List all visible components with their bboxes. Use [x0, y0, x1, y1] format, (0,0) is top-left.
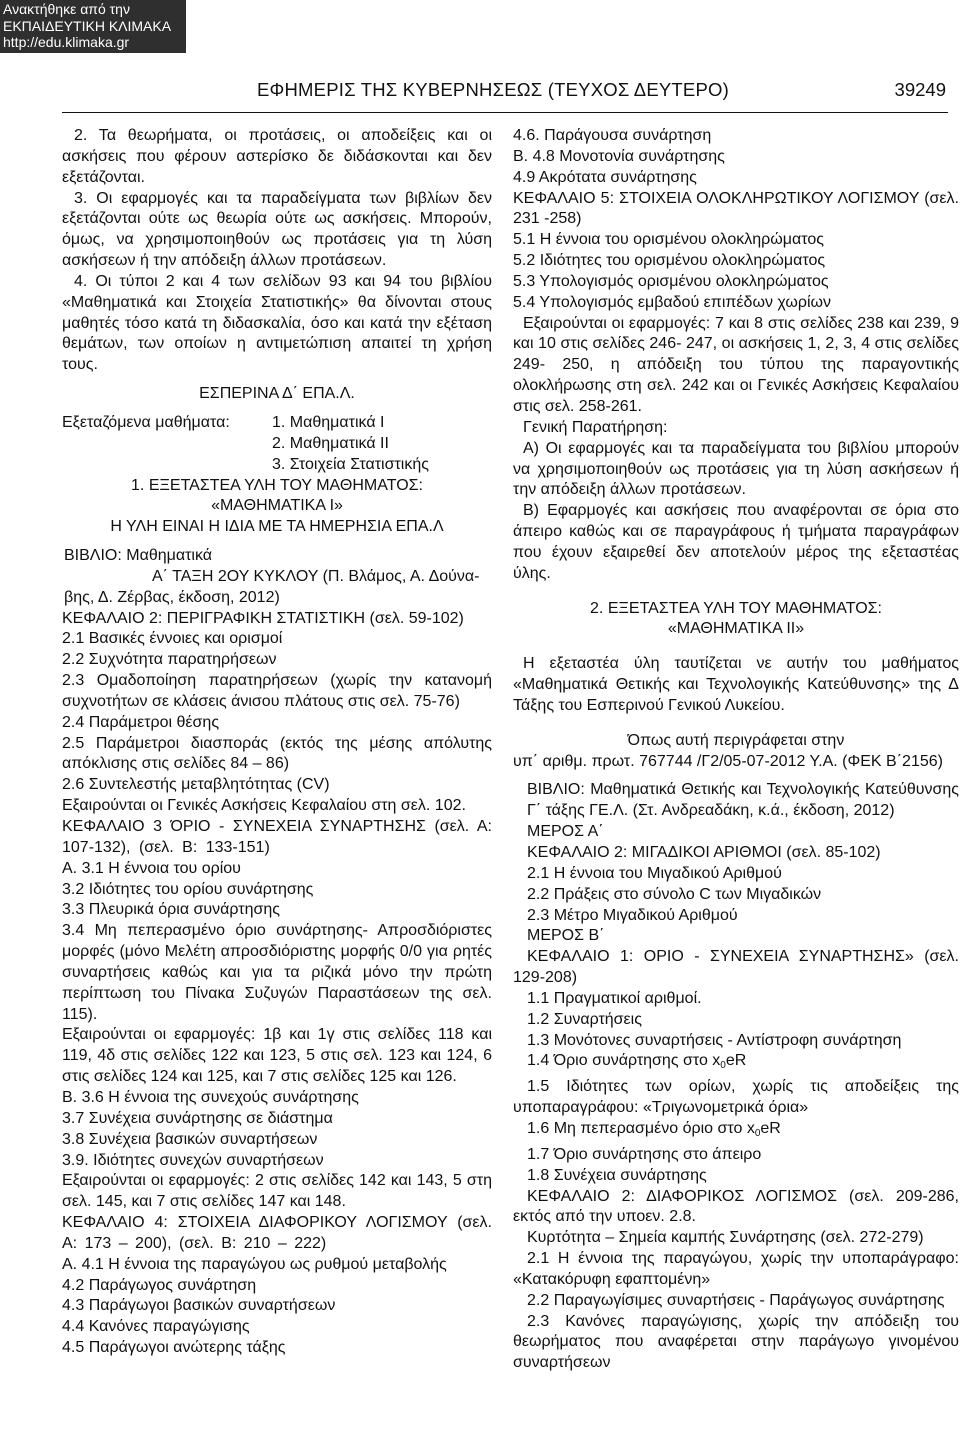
- course-title: «ΜΑΘΗΜΑΤΙΚΑ ΙΙ»: [667, 620, 805, 638]
- right-column: [513, 126, 959, 1374]
- list-item: 1.7 Όριο συνάρτησης στο άπειρο: [527, 1145, 762, 1163]
- book-label: ΒΙΒΛΙΟ: Μαθηματικά Θετικής και Τεχνολογικής Κατεύθυνσης Γ΄ τάξης ΓΕ.Λ. (Στ. Ανδρεαδάκη, κ.ά., έκδοση, 2012): [527, 781, 959, 820]
- list-item: 2.1 Η έννοια του Μιγαδικού Αριθμού: [527, 864, 782, 882]
- chapter-heading: ΚΕΦΑΛΑΙΟ 2: ΠΕΡΙΓΡΑΦΙΚΗ ΣΤΑΤΙΣΤΙΚΗ (σελ. 59-102): [62, 609, 464, 627]
- list-item: 1.3 Μονότονες συναρτήσεις - Αντίστροφη συνάρτηση: [527, 1031, 902, 1049]
- list-item-text: eR: [760, 1119, 781, 1137]
- chapter-heading: ΚΕΦΑΛΑΙΟ 2: ΜΙΓΑΔΙΚΟΙ ΑΡΙΘΜΟΙ (σελ. 85-102): [527, 844, 881, 861]
- list-item: 2.3 Μέτρο Μιγαδικού Αριθμού: [527, 906, 738, 924]
- list-item: 4.9 Ακρότατα συνάρτησης: [513, 168, 697, 186]
- list-item: 2.3 Ομαδοποίηση παρατηρήσεων (χωρίς την κατανομή συχνοτήτων σε κλάσεις άνισου πλάτους στις σελ. 75-76): [62, 672, 492, 710]
- subject-item: 2. Μαθηματικά ΙΙ: [272, 434, 389, 452]
- list-item-text: 1.4 Όριο συνάρτησης στο x: [527, 1052, 721, 1070]
- list-item: 3.7 Συνέχεια συνάρτησης σε διάστημα: [62, 1109, 333, 1127]
- list-item: 2.5 Παράμετροι διασποράς (εκτός της μέσης απόλυτης απόκλισης στις σελίδες 84 – 86): [62, 734, 492, 773]
- list-item: Β. 4.8 Μονοτονία συνάρτησης: [513, 147, 725, 165]
- subject-item: 3. Στοιχεία Στατιστικής: [272, 455, 429, 473]
- list-item-text: 1.6 Μη πεπερασμένο όριο στο x: [527, 1119, 755, 1137]
- book-detail: βης, Δ. Ζέρβας, έκδοση, 2012): [64, 588, 280, 606]
- list-item: Β. 3.6 Η έννοια της συνεχούς συνάρτησης: [62, 1088, 359, 1106]
- list-item: [513, 1051, 959, 1077]
- paragraph: 4. Οι τύποι 2 και 4 των σελίδων 93 και 94 του βιβλίου «Μαθηματικά και Στοιχεία Στατιστικής» θα δίνονται στους μαθητές τόσο κατά τη διδασκαλία, όσο και κατά την εξέταση θεμάτων, των οποίων η αντιμετώπιση απαιτεί τη χρήση τους.: [62, 272, 492, 374]
- list-item: 5.2 Ιδιότητες του ορισμένου ολοκληρώματος: [513, 252, 826, 270]
- list-item: 2.2 Συχνότητα παρατηρήσεων: [62, 651, 277, 669]
- list-item: 3.9. Ιδιότητες συνεχών συναρτήσεων: [62, 1151, 324, 1169]
- chapter-heading: ΚΕΦΑΛΑΙΟ 1: ΟΡΙΟ - ΣΥΝΕΧΕΙΑ ΣΥΝΑΡΤΗΣΗΣ» (σελ. 129-208): [513, 948, 959, 987]
- list-item: 1.8 Συνέχεια συνάρτησης: [527, 1166, 707, 1184]
- list-item: 3.2 Ιδιότητες του ορίου συνάρτησης: [62, 880, 314, 898]
- chapter-heading: ΚΕΦΑΛΑΙΟ 5: ΣΤΟΙΧΕΙΑ ΟΛΟΚΛΗΡΩΤΙΚΟΥ ΛΟΓΙΣΜΟΥ (σελ. 231 -258): [513, 189, 959, 228]
- reference-line: υπ΄ αριθμ. πρωτ. 767744 /Γ2/05-07-2012 Υ.Α. (ΦΕΚ Β΄2156): [513, 752, 943, 770]
- list-item: 2.1 Βασικές έννοιες και ορισμοί: [62, 630, 283, 648]
- paragraph: Εξαιρούνται οι Γενικές Ασκήσεις Κεφαλαίου στη σελ. 102.: [62, 797, 466, 815]
- syllabus-heading: 1. ΕΞΕΤΑΣΤΕΑ ΥΛΗ ΤΟΥ ΜΑΘΗΜΑΤΟΣ:: [131, 476, 423, 494]
- course-title: «ΜΑΘΗΜΑΤΙΚΑ Ι»: [211, 497, 343, 515]
- list-item: 1.1 Πραγματικοί αριθμοί.: [527, 989, 702, 1007]
- part-heading: ΜΕΡΟΣ Α΄: [527, 823, 604, 841]
- subject-item: 1. Μαθηματικά Ι: [272, 413, 385, 431]
- list-item: 5.3 Υπολογισμός ορισμένου ολοκληρώματος: [513, 272, 829, 290]
- subjects-label: Εξεταζόμενα μαθήματα:: [62, 413, 230, 431]
- section-heading: ΕΣΠΕΡΙΝΑ Δ΄ ΕΠΑ.Λ.: [199, 385, 355, 403]
- remark-heading: Γενική Παρατήρηση:: [523, 418, 668, 436]
- list-item-text: eR: [725, 1052, 747, 1070]
- subscript: 0: [720, 1060, 726, 1072]
- list-item: 1.2 Συναρτήσεις: [527, 1010, 642, 1028]
- header-rule: [62, 112, 948, 113]
- list-item: 4.3 Παράγωγοι βασικών συναρτήσεων: [62, 1297, 336, 1315]
- list-item: 4.2 Παράγωγος συνάρτηση: [62, 1276, 257, 1294]
- subscript: 0: [754, 1127, 761, 1139]
- paragraph: Εξαιρούνται οι εφαρμογές: 2 στις σελίδες 142 και 143, 5 στη σελ. 145, και 7 στις σελίδες 147 και 148.: [62, 1172, 492, 1211]
- list-item: 1.5 Ιδιότητες των ορίων, χωρίς τις αποδείξεις της υποπαραγράφου: «Τριγωνομετρικά όρια»: [513, 1078, 959, 1117]
- paragraph: 3. Οι εφαρμογές και τα παραδείγματα των βιβλίων δεν εξετάζονται ούτε ως θεωρία ούτε ως ασκήσεις. Μπορούν, όμως, να χρησιμοποιηθούν ως προτάσεις για τη λύση ασκήσεων ή την απόδειξη άλλων προτάσεων.: [62, 189, 492, 270]
- list-item: 2.4 Παράμετροι θέσης: [62, 713, 220, 731]
- part-heading: ΜΕΡΟΣ Β΄: [527, 927, 605, 945]
- list-item: Α. 3.1 Η έννοια του ορίου: [62, 859, 241, 877]
- list-item: 2.6 Συντελεστής μεταβλητότητας (CV): [62, 776, 330, 794]
- page-number: 39249: [894, 79, 946, 100]
- list-item: Α. 4.1 Η έννοια της παραγώγου ως ρυθμού μεταβολής: [62, 1255, 447, 1273]
- paragraph: Β) Εφαρμογές και ασκήσεις που αναφέρονται σε όρια στο άπειρο καθώς και σε παραγράφους ή τμήματα παραγράφων που έχουν εξαιρεθεί δεν αποτελούν μέρος της εξεταστέας ύλης.: [513, 502, 959, 582]
- list-item: 5.4 Υπολογισμός εμβαδού επιπέδων χωρίων: [513, 293, 831, 311]
- list-item: 4.6. Παράγουσα συνάρτηση: [513, 127, 712, 144]
- chapter-heading: ΚΕΦΑΛΑΙΟ 2: ΔΙΑΦΟΡΙΚΟΣ ΛΟΓΙΣΜΟΣ (σελ. 209-286, εκτός από την υποεν. 2.8.: [513, 1187, 959, 1226]
- book-label: ΒΙΒΛΙΟ: Μαθηματικά: [64, 547, 213, 565]
- list-item: 2.1 Η έννοια της παραγώγου, χωρίς την υποπαράγραφο: «Κατακόρυφη εφαπτομένη»: [513, 1250, 959, 1288]
- list-item: 4.4 Κανόνες παραγώγισης: [62, 1318, 250, 1336]
- book-detail: Α΄ ΤΑΞΗ 2ΟΥ ΚΥΚΛΟΥ (Π. Βλάμος, Α. Δούνα-: [152, 567, 480, 585]
- list-item: 3.3 Πλευρικά όρια συνάρτησης: [62, 901, 280, 919]
- reference-line: Όπως αυτή περιγράφεται στην: [627, 731, 845, 749]
- paragraph: 2. Τα θεωρήματα, οι προτάσεις, οι αποδείξεις και οι ασκήσεις που φέρουν αστερίσκο δε διδάσκονται και δεν εξετάζονται.: [62, 127, 492, 186]
- page-header: [0, 75, 960, 105]
- list-item: 3.8 Συνέχεια βασικών συναρτήσεων: [62, 1130, 318, 1148]
- note-line: Η ΥΛΗ ΕΙΝΑΙ Η ΙΔΙΑ ΜΕ ΤΑ ΗΜΕΡΗΣΙΑ ΕΠΑ.Λ: [110, 518, 444, 536]
- chapter-heading: ΚΕΦΑΛΑΙΟ 4: ΣΤΟΙΧΕΙΑ ΔΙΑΦΟΡΙΚΟΥ ΛΟΓΙΣΜΟΥ (σελ. Α: 173 – 200), (σελ. Β: 210 – 222): [62, 1214, 492, 1252]
- list-item: 2.2 Πράξεις στο σύνολο C των Μιγαδικών: [527, 885, 822, 903]
- syllabus-heading: 2. ΕΞΕΤΑΣΤΕΑ ΥΛΗ ΤΟΥ ΜΑΘΗΜΑΤΟΣ:: [590, 599, 882, 617]
- list-item: [513, 1119, 959, 1145]
- list-item: 5.1 Η έννοια του ορισμένου ολοκληρώματος: [513, 231, 824, 249]
- list-item: 4.5 Παράγωγοι ανώτερης τάξης: [62, 1339, 286, 1357]
- list-item: 3.4 Μη πεπερασμένο όριο συνάρτησης- Απροσδιόριστες μορφές (μόνο Μελέτη απροσδιόριστης μορφής 0/0 για ρητές συναρτήσεις καθώς και για τα ριζικά μόνο την πρώτη περίπτωση του Πίνακα Συζυγών Παραστάσεων της σελ. 115).: [62, 922, 492, 1023]
- source-banner: [0, 0, 186, 53]
- paragraph: Η εξεταστέα ύλη ταυτίζεται νε αυτήν του μαθήματος «Μαθηματικά Θετικής και Τεχνολογικής Κατεύθυνσης» της Δ Τάξης του Εσπερινού Γενικού Λυκείου.: [513, 655, 959, 714]
- paragraph: Εξαιρούνται οι εφαρμογές: 1β και 1γ στις σελίδες 118 και 119, 4δ στις σελίδες 122 και 123, 5 στις σελ. 123 και 124, 6 στις σελίδες 124 και 125, και 7 στις σελίδες 125 και 126.: [62, 1026, 492, 1086]
- paragraph: Α) Οι εφαρμογές και τα παραδείγματα του βιβλίου μπορούν να χρησιμοποιηθούν ως προτάσεις για τη λύση ασκήσεων ή την απόδειξη άλλων προτάσεων.: [513, 439, 959, 499]
- paragraph: Εξαιρούνται οι εφαρμογές: 7 και 8 στις σελίδες 238 και 239, 9 και 10 στις σελίδες 246- 247, οι ασκήσεις 1, 2, 3, 4 στις σελίδες 249- 250, η απόδειξη του τύπου της παραγοντικής ολοκλήρωσης στη σελ. 242 και οι Γενικές Ασκήσεις Κεφαλαίου στις σελ. 258-261.: [513, 314, 959, 415]
- left-column: [62, 126, 492, 1359]
- banner-link[interactable]: http://edu.klimaka.gr: [3, 34, 130, 50]
- list-item: 2.2 Παραγωγίσιμες συναρτήσεις - Παράγωγος συνάρτησης: [527, 1291, 945, 1309]
- banner-line: Ανακτήθηκε από την: [3, 1, 130, 17]
- banner-line: ΕΚΠΑΙΔΕΥΤΙΚΗ ΚΛΙΜΑΚΑ: [3, 17, 172, 34]
- paragraph: Κυρτότητα – Σημεία καμπής Συνάρτησης (σελ. 272-279): [527, 1229, 924, 1247]
- gazette-title: ΕΦΗΜΕΡΙΣ ΤΗΣ ΚΥΒΕΡΝΗΣΕΩΣ (ΤΕΥΧΟΣ ΔΕΥΤΕΡΟ): [257, 79, 729, 100]
- subjects-block: [62, 413, 492, 476]
- chapter-heading: ΚΕΦΑΛΑΙΟ 3 ΌΡΙΟ - ΣΥΝΕΧΕΙΑ ΣΥΝΑΡΤΗΣΗΣ (σελ. Α: 107-132), (σελ. Β: 133-151): [62, 818, 492, 856]
- list-item: 2.3 Κανόνες παραγώγισης, χωρίς την απόδειξη του θεωρήματος που αναφέρεται στην παράγωγο γινομένου συναρτήσεων: [513, 1312, 959, 1372]
